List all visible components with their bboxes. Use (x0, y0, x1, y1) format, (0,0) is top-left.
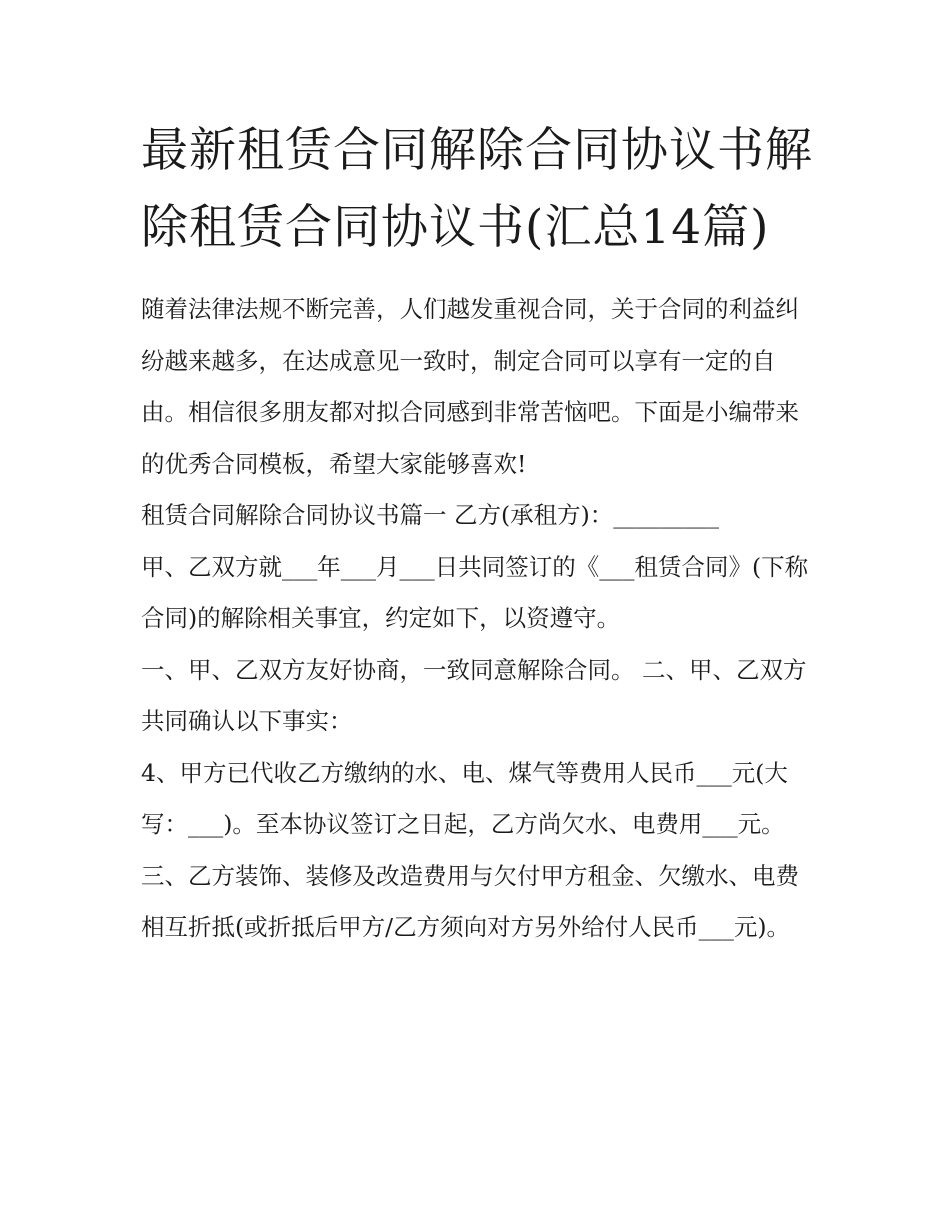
clause-three-paragraph: 三、乙方装饰、装修及改造费用与欠付甲方租金、欠缴水、电费相互折抵(或折抵后甲方/乙方须向对方另外给付人民币___元)。 (141, 861, 799, 941)
contract-heading-paragraph: 租赁合同解除合同协议书篇一 乙方(承租方)：_________ (141, 501, 720, 529)
intro-paragraph: 随着法律法规不断完善，人们越发重视合同，关于合同的利益纠纷越来越多，在达成意见一致时，制定合同可以享有一定的自由。相信很多朋友都对拟合同感到非常苦恼吧。下面是小编带来的优秀合同模板，希望大家能够喜欢! (141, 295, 799, 478)
clause-fees-paragraph: 4、甲方已代收乙方缴纳的水、电、煤气等费用人民币___元(大写：___)。至本协议签订之日起，乙方尚欠水、电费用___元。 (141, 758, 788, 838)
document-page (141, 112, 816, 954)
contract-date-paragraph: 甲、乙双方就___年___月___日共同签订的《___租赁合同》(下称合同)的解除相关事宜，约定如下，以资遵守。 (141, 552, 809, 632)
clause-one-paragraph: 一、甲、乙双方友好协商，一致同意解除合同。 二、甲、乙双方共同确认以下事实： (141, 655, 807, 735)
document-title: 最新租赁合同解除合同协议书解除租赁合同协议书(汇总14篇) (141, 123, 813, 255)
